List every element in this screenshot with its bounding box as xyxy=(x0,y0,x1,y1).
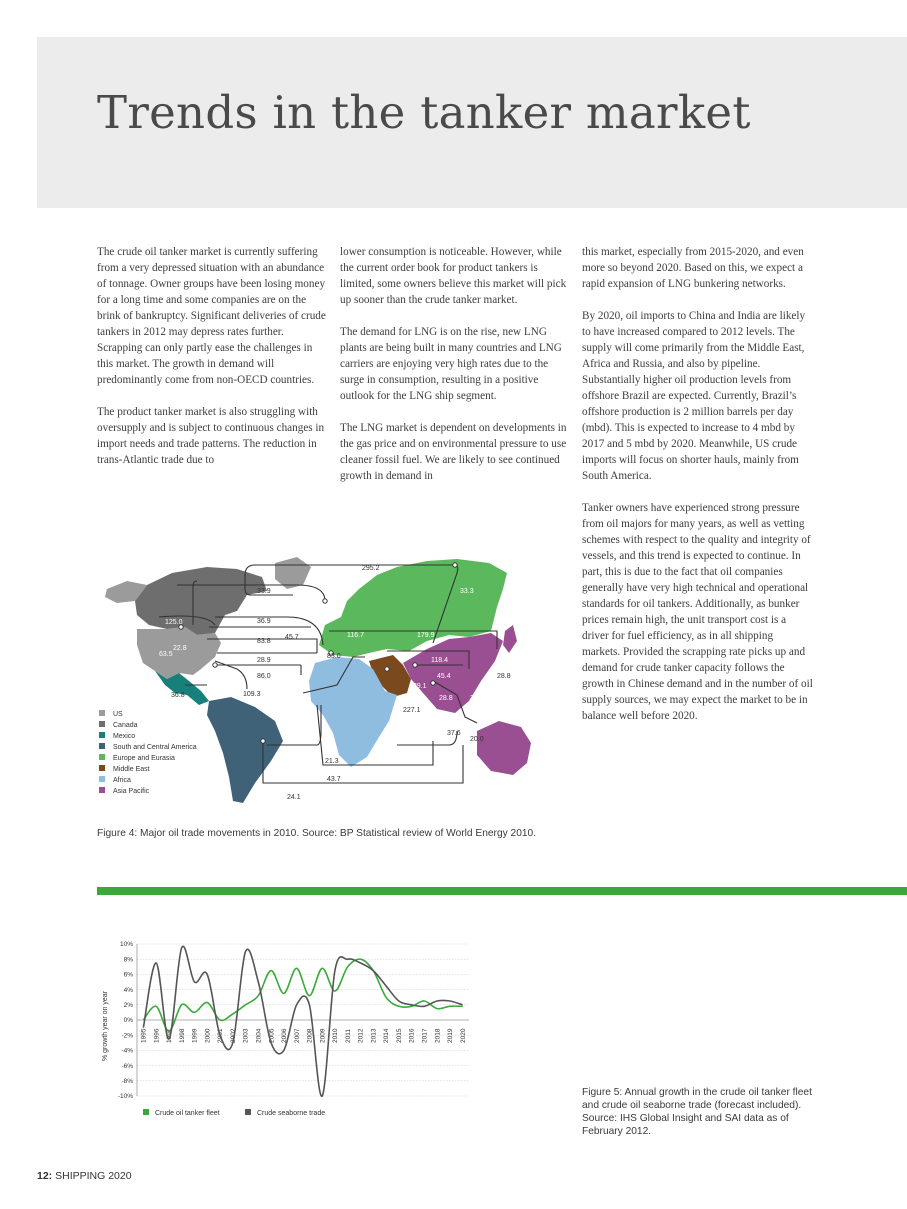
page-footer xyxy=(37,1170,132,1182)
x-tick-label: 2013 xyxy=(370,1028,378,1043)
flow-label: 86.0 xyxy=(257,673,271,680)
x-tick-label: 2006 xyxy=(281,1028,289,1043)
legend-swatch-mexico xyxy=(99,732,105,738)
map-legend xyxy=(99,710,197,795)
flow-label: 28.9 xyxy=(257,657,271,664)
legend-swatch-europe-eurasia xyxy=(99,754,105,760)
x-tick-label: 2014 xyxy=(383,1028,391,1043)
legend-label: Mexico xyxy=(113,733,136,740)
x-tick-label: 1998 xyxy=(178,1028,186,1043)
flow-label: 129.1 xyxy=(409,683,427,690)
y-tick-label: -8% xyxy=(121,1078,133,1085)
x-tick-label: 2012 xyxy=(357,1028,365,1043)
figure-4-caption: Figure 4: Major oil trade movements in 2010. Source: BP Statistical review of World Energy 2010. xyxy=(97,828,537,839)
flow-label: 109.3 xyxy=(243,691,261,698)
legend-swatch-canada xyxy=(99,721,105,727)
x-tick-label: 2000 xyxy=(204,1028,212,1043)
x-tick-label: 1996 xyxy=(153,1028,161,1043)
x-tick-label: 2008 xyxy=(306,1028,314,1043)
y-tick-label: 0% xyxy=(123,1017,133,1025)
legend-label-fleet: Crude oil tanker fleet xyxy=(155,1110,220,1117)
x-tick-label: 2020 xyxy=(459,1028,467,1043)
legend-label: South and Central America xyxy=(113,744,197,751)
legend-swatch-middle-east xyxy=(99,765,105,771)
y-tick-label: 8% xyxy=(123,956,133,964)
paragraph: By 2020, oil imports to China and India are likely to have increased compared to 2012 levels. The supply will come primarily from the Middle East, Africa and Russia, and also by pipeline. Substantially higher oil production levels from offshore Brazil are expected. Currently, Brazil’s offshore production is 2 million barrels per day (mbd). This is expected to increase to 4 mbd by 2017 and 5 mbd by 2020. Meanwhile, US crude imports will focus on shorter hauls, mainly from South America. xyxy=(582,310,806,482)
flow-label: 227.1 xyxy=(403,707,421,714)
flow-label: 20.0 xyxy=(470,736,484,743)
x-tick-label: 2005 xyxy=(268,1028,276,1043)
paragraph: The product tanker market is also struggling with oversupply and is subject to continuous changes in import needs and trade patterns. The reduction in trans-Atlantic trade due to xyxy=(97,406,325,466)
chart-grid xyxy=(137,944,469,1096)
y-tick-label: 4% xyxy=(123,986,133,994)
x-tick-label: 1997 xyxy=(166,1028,174,1043)
flow-label: 33.9 xyxy=(257,588,271,595)
y-axis-ticks xyxy=(118,941,133,1100)
flow-label: 39.5 xyxy=(470,695,484,702)
paragraph: The LNG market is dependent on developments in the gas price and on environmental pressure to use cleaner fossil fuel. We are likely to see continued growth in demand in xyxy=(340,422,567,482)
legend-label: Europe and Eurasia xyxy=(113,755,175,762)
legend-label: Canada xyxy=(113,722,138,729)
x-tick-label: 2002 xyxy=(229,1028,237,1043)
x-tick-label: 2016 xyxy=(408,1028,416,1043)
series-line-crude-oil-tanker-fleet xyxy=(143,959,462,1031)
growth-line-chart xyxy=(97,936,477,1124)
body-column-3 xyxy=(582,244,814,740)
flow-label: 37.6 xyxy=(447,730,461,737)
oil-trade-map xyxy=(97,545,573,807)
legend-label: US xyxy=(113,711,123,718)
x-tick-label: 2010 xyxy=(332,1028,340,1043)
x-tick-label: 1999 xyxy=(191,1028,199,1043)
x-tick-label: 2007 xyxy=(293,1028,301,1043)
paragraph: The demand for LNG is on the rise, new LNG plants are being built in many countries and LNG carriers are enjoying very high rates due to the surge in consumption, resulting in a positive outlook for the LNG ship segment. xyxy=(340,326,562,402)
y-axis-label: % growth year on year xyxy=(102,990,109,1062)
series-line-crude-seaborne-trade xyxy=(140,946,462,1096)
map-region-japan xyxy=(503,625,517,653)
legend-label: Middle East xyxy=(113,766,150,773)
x-tick-label: 2001 xyxy=(217,1028,225,1043)
flow-label: 116.7 xyxy=(347,632,364,639)
page-title: Trends in the tanker market xyxy=(97,86,751,139)
paragraph: The crude oil tanker market is currently suffering from a very depressed situation with an abundance of tonnage. Owner groups have been losing money for a long time and some companies are on the brink of bankruptcy. Significant deliveries of crude tankers in 2012 may depress rates further. Scrapping can only partly ease the challenges in this market. The growth in demand will predominantly come from non-OECD countries. xyxy=(97,246,326,386)
paragraph: Tanker owners have experienced strong pressure from oil majors for many years, as well as vetting schemes with respect to the quality and integrity of vessels, and this trend is expected to continue. In part, this is due to the fact that oil companies generally have very high technical and operational standards for oil tankers. Additionally, as bunker prices remain high, the unit transport cost is a driver for fuel efficiency, as in all shipping markets. Provided the scrapping rate picks up and demand for crude tanker capacity follows the growth in Chinese demand and in the number of oil supply sources, we may expect the market to be in balance well before 2020. xyxy=(582,502,813,722)
flow-label: 21.3 xyxy=(325,758,339,765)
flow-label: 36.9 xyxy=(257,618,271,625)
legend-label: Africa xyxy=(113,777,131,784)
flow-label: 63.5 xyxy=(159,651,173,658)
x-tick-label: 2017 xyxy=(421,1028,429,1043)
legend-swatch-fleet xyxy=(143,1109,149,1115)
paragraph: this market, especially from 2015-2020, and even more so beyond 2020. Based on this, we expect a rapid expansion of LNG bunkering networks. xyxy=(582,246,804,290)
legend-swatch-trade xyxy=(245,1109,251,1115)
y-tick-label: -6% xyxy=(121,1062,133,1070)
x-tick-label: 2018 xyxy=(434,1028,442,1043)
map-region-canada xyxy=(135,567,267,635)
flow-label: 118.4 xyxy=(431,657,448,664)
x-tick-label: 2009 xyxy=(319,1028,327,1043)
flow-label: 28.8 xyxy=(439,695,453,702)
body-column-1 xyxy=(97,244,329,484)
x-tick-label: 2015 xyxy=(395,1028,403,1043)
legend-swatch-us xyxy=(99,710,105,716)
flow-label: 179.9 xyxy=(417,632,435,639)
map-region-greenland xyxy=(275,557,311,589)
flow-label: 28.8 xyxy=(497,673,511,680)
section-divider xyxy=(97,887,907,895)
map-region-australia xyxy=(477,721,531,775)
map-region-south-america xyxy=(207,697,283,803)
y-tick-label: -4% xyxy=(121,1047,133,1055)
legend-swatch-south-central-america xyxy=(99,743,105,749)
map-region-us xyxy=(137,627,221,679)
legend-swatch-africa xyxy=(99,776,105,782)
flow-label: 45.4 xyxy=(437,673,451,680)
flow-label: 43.7 xyxy=(327,776,341,783)
legend-label: Asia Pacific xyxy=(113,788,150,795)
x-tick-label: 1995 xyxy=(140,1028,148,1043)
flow-label: 83.0 xyxy=(327,653,341,660)
flow-label: 295.2 xyxy=(362,565,380,572)
flow-label: 22.8 xyxy=(173,645,187,652)
flow-label: 125.0 xyxy=(165,619,183,626)
y-tick-label: 10% xyxy=(119,941,133,949)
flow-label: 24.1 xyxy=(287,794,301,801)
figure-5-caption: Figure 5: Annual growth in the crude oil tanker fleet and crude oil seaborne trade (forecast included). Source: IHS Global Insight and SAI data as of February 2012. xyxy=(582,1087,812,1137)
y-tick-label: -2% xyxy=(121,1032,133,1040)
flow-label: 36.8 xyxy=(171,692,185,699)
flow-label: 33.3 xyxy=(460,588,474,595)
y-tick-label: 2% xyxy=(123,1002,133,1009)
body-column-2 xyxy=(340,244,572,500)
y-tick-label: -10% xyxy=(117,1093,133,1101)
y-tick-label: 6% xyxy=(123,971,133,979)
legend-swatch-asia-pacific xyxy=(99,787,105,793)
paragraph: lower consumption is noticeable. However, while the current order book for product tankers is limited, some owners believe this market will pick up sooner than the crude tanker market. xyxy=(340,246,567,306)
x-axis-ticks xyxy=(141,1028,467,1043)
publication-name: SHIPPING 2020 xyxy=(55,1170,132,1182)
x-tick-label: 2003 xyxy=(242,1028,250,1043)
x-tick-label: 2011 xyxy=(344,1029,352,1043)
x-tick-label: 2004 xyxy=(255,1028,263,1043)
legend-label-trade: Crude seaborne trade xyxy=(257,1110,326,1117)
flow-label: 45.7 xyxy=(285,634,299,641)
flow-label: 83.8 xyxy=(257,638,271,645)
x-tick-label: 2019 xyxy=(447,1028,455,1043)
page-number: 12: xyxy=(37,1170,53,1182)
